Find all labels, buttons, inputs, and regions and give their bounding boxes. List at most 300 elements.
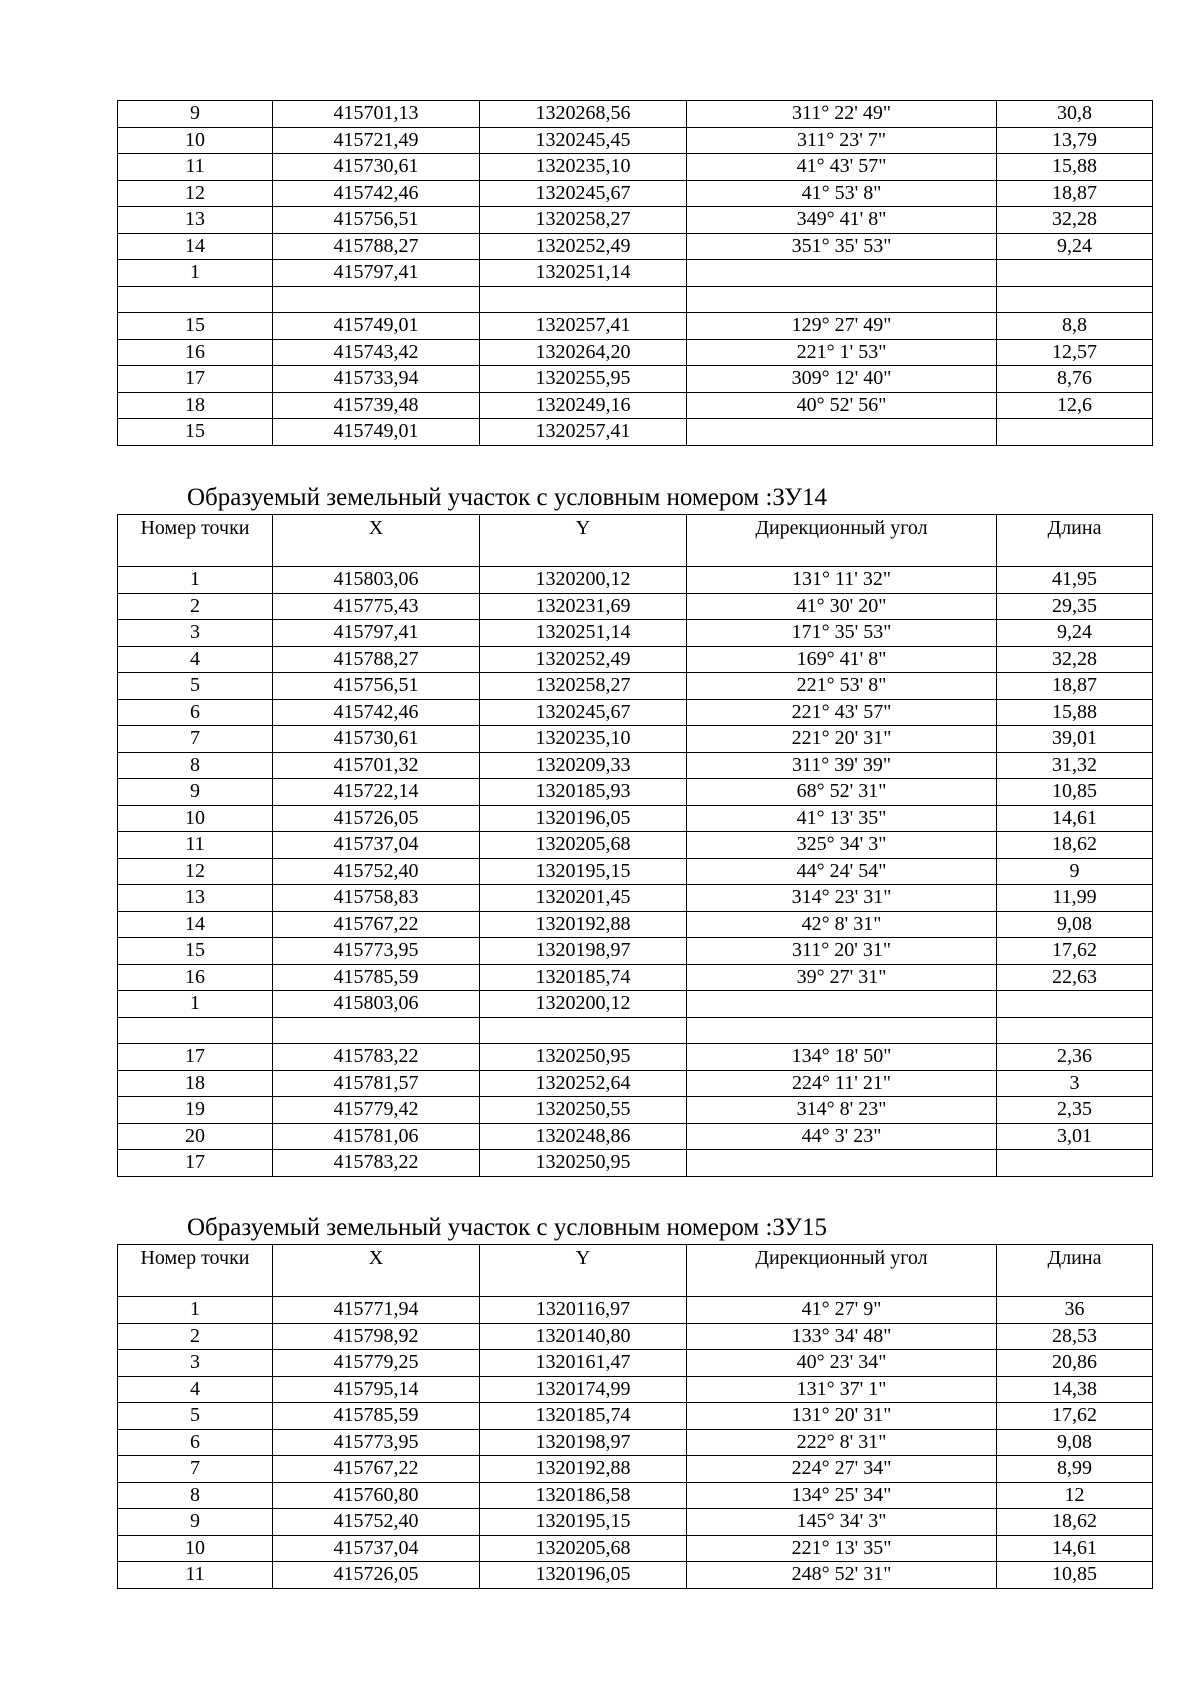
cell-y: 1320231,69 <box>480 593 687 620</box>
cell-direction-angle: 224° 11' 21" <box>687 1070 997 1097</box>
cell-length: 9,08 <box>997 911 1153 938</box>
table-row <box>118 1097 1153 1124</box>
table-row <box>118 207 1153 234</box>
cell-x: 415730,61 <box>273 726 480 753</box>
cell-direction-angle <box>687 1017 997 1044</box>
cell-direction-angle <box>687 1150 997 1177</box>
cell-x: 415749,01 <box>273 419 480 446</box>
table-row <box>118 832 1153 859</box>
cell-y: 1320245,45 <box>480 127 687 154</box>
cell-point-number: 7 <box>118 726 273 753</box>
header-direction-angle: Дирекционный угол <box>687 1245 997 1297</box>
cell-point-number: 15 <box>118 938 273 965</box>
cell-x: 415788,27 <box>273 233 480 260</box>
table-row <box>118 1150 1153 1177</box>
cell-y: 1320250,95 <box>480 1044 687 1071</box>
cell-length: 18,62 <box>997 832 1153 859</box>
cell-direction-angle: 42° 8' 31" <box>687 911 997 938</box>
cell-length: 10,85 <box>997 779 1153 806</box>
cell-length <box>997 260 1153 287</box>
cell-point-number: 9 <box>118 1509 273 1536</box>
table-row <box>118 1456 1153 1483</box>
cell-direction-angle: 44° 24' 54" <box>687 858 997 885</box>
cell-y: 1320252,49 <box>480 646 687 673</box>
cell-point-number: 14 <box>118 233 273 260</box>
cell-x: 415722,14 <box>273 779 480 806</box>
coordinates-table-continuation <box>117 100 1153 446</box>
cell-length: 29,35 <box>997 593 1153 620</box>
cell-point-number: 9 <box>118 101 273 128</box>
cell-point-number: 17 <box>118 366 273 393</box>
table-row <box>118 938 1153 965</box>
table-row <box>118 1376 1153 1403</box>
cell-length: 10,85 <box>997 1562 1153 1589</box>
cell-x: 415737,04 <box>273 832 480 859</box>
cell-y: 1320252,49 <box>480 233 687 260</box>
cell-point-number: 10 <box>118 127 273 154</box>
cell-direction-angle: 41° 43' 57" <box>687 154 997 181</box>
cell-direction-angle: 248° 52' 31" <box>687 1562 997 1589</box>
cell-length: 32,28 <box>997 207 1153 234</box>
cell-x: 415742,46 <box>273 699 480 726</box>
cell-x: 415701,32 <box>273 752 480 779</box>
cell-direction-angle: 221° 1' 53" <box>687 339 997 366</box>
cell-direction-angle: 171° 35' 53" <box>687 620 997 647</box>
cell-x <box>273 1017 480 1044</box>
cell-point-number: 19 <box>118 1097 273 1124</box>
header-y: Y <box>480 515 687 567</box>
cell-direction-angle: 145° 34' 3" <box>687 1509 997 1536</box>
cell-y: 1320257,41 <box>480 313 687 340</box>
cell-y: 1320255,95 <box>480 366 687 393</box>
cell-x: 415739,48 <box>273 392 480 419</box>
cell-length: 18,87 <box>997 673 1153 700</box>
table-row <box>118 752 1153 779</box>
cell-length: 14,61 <box>997 1535 1153 1562</box>
cell-x: 415733,94 <box>273 366 480 393</box>
cell-y: 1320248,86 <box>480 1123 687 1150</box>
cell-length: 14,61 <box>997 805 1153 832</box>
cell-y: 1320245,67 <box>480 699 687 726</box>
table-row <box>118 805 1153 832</box>
cell-length: 22,63 <box>997 964 1153 991</box>
cell-direction-angle: 40° 23' 34" <box>687 1350 997 1377</box>
cell-point-number: 6 <box>118 699 273 726</box>
cell-y: 1320205,68 <box>480 832 687 859</box>
cell-x: 415726,05 <box>273 1562 480 1589</box>
cell-length: 39,01 <box>997 726 1153 753</box>
cell-direction-angle: 41° 13' 35" <box>687 805 997 832</box>
cell-direction-angle <box>687 286 997 313</box>
table-row <box>118 858 1153 885</box>
cell-point-number: 4 <box>118 646 273 673</box>
table-row <box>118 911 1153 938</box>
section-title-zu14: Образуемый земельный участок с условным номером :ЗУ14 <box>187 484 827 511</box>
cell-direction-angle: 314° 23' 31" <box>687 885 997 912</box>
cell-point-number: 5 <box>118 1403 273 1430</box>
cell-length: 31,32 <box>997 752 1153 779</box>
cell-direction-angle: 221° 53' 8" <box>687 673 997 700</box>
cell-y: 1320198,97 <box>480 938 687 965</box>
cell-direction-angle: 41° 30' 20" <box>687 593 997 620</box>
cell-point-number: 4 <box>118 1376 273 1403</box>
cell-length: 2,35 <box>997 1097 1153 1124</box>
cell-direction-angle: 129° 27' 49" <box>687 313 997 340</box>
cell-y: 1320185,93 <box>480 779 687 806</box>
cell-y: 1320258,27 <box>480 207 687 234</box>
table-row <box>118 392 1153 419</box>
table-row <box>118 1429 1153 1456</box>
table-row <box>118 646 1153 673</box>
table-row <box>118 1297 1153 1324</box>
cell-point-number: 9 <box>118 779 273 806</box>
table-row <box>118 991 1153 1018</box>
table-row <box>118 1070 1153 1097</box>
cell-point-number: 6 <box>118 1429 273 1456</box>
cell-point-number: 15 <box>118 313 273 340</box>
cell-y: 1320185,74 <box>480 964 687 991</box>
header-length: Длина <box>997 515 1153 567</box>
cell-point-number: 17 <box>118 1150 273 1177</box>
table-row <box>118 1323 1153 1350</box>
cell-length: 41,95 <box>997 567 1153 594</box>
cell-length: 14,38 <box>997 1376 1153 1403</box>
cell-direction-angle: 311° 20' 31" <box>687 938 997 965</box>
cell-direction-angle: 221° 43' 57" <box>687 699 997 726</box>
cell-length <box>997 419 1153 446</box>
cell-x: 415749,01 <box>273 313 480 340</box>
cell-length: 3 <box>997 1070 1153 1097</box>
cell-point-number: 14 <box>118 911 273 938</box>
cell-length: 9,24 <box>997 233 1153 260</box>
table-zu14 <box>117 514 1152 1177</box>
cell-direction-angle: 41° 27' 9" <box>687 1297 997 1324</box>
cell-point-number: 8 <box>118 1482 273 1509</box>
cell-length: 9 <box>997 858 1153 885</box>
cell-x: 415767,22 <box>273 911 480 938</box>
cell-y: 1320140,80 <box>480 1323 687 1350</box>
cell-direction-angle <box>687 419 997 446</box>
cell-y: 1320116,97 <box>480 1297 687 1324</box>
cell-x: 415756,51 <box>273 207 480 234</box>
cell-y: 1320235,10 <box>480 154 687 181</box>
header-x: X <box>273 515 480 567</box>
cell-length: 12,6 <box>997 392 1153 419</box>
cell-point-number: 16 <box>118 964 273 991</box>
cell-point-number: 5 <box>118 673 273 700</box>
table-row <box>118 567 1153 594</box>
cell-x: 415783,22 <box>273 1150 480 1177</box>
table-zu15 <box>117 1244 1152 1589</box>
table-row <box>118 127 1153 154</box>
cell-x: 415767,22 <box>273 1456 480 1483</box>
cell-y: 1320209,33 <box>480 752 687 779</box>
cell-point-number: 16 <box>118 339 273 366</box>
cell-point-number: 3 <box>118 1350 273 1377</box>
cell-length: 18,87 <box>997 180 1153 207</box>
coordinates-table-zu15 <box>117 1244 1153 1589</box>
cell-point-number: 12 <box>118 858 273 885</box>
cell-point-number: 7 <box>118 1456 273 1483</box>
cell-point-number: 1 <box>118 1297 273 1324</box>
cell-direction-angle: 311° 22' 49" <box>687 101 997 128</box>
cell-y: 1320161,47 <box>480 1350 687 1377</box>
cell-y <box>480 286 687 313</box>
table-row <box>118 964 1153 991</box>
cell-x: 415721,49 <box>273 127 480 154</box>
cell-length: 8,99 <box>997 1456 1153 1483</box>
cell-y: 1320249,16 <box>480 392 687 419</box>
cell-y: 1320205,68 <box>480 1535 687 1562</box>
cell-direction-angle: 351° 35' 53" <box>687 233 997 260</box>
cell-x: 415771,94 <box>273 1297 480 1324</box>
cell-point-number: 1 <box>118 260 273 287</box>
cell-length: 15,88 <box>997 699 1153 726</box>
cell-point-number: 15 <box>118 419 273 446</box>
table-header-row <box>118 515 1153 567</box>
cell-length: 12 <box>997 1482 1153 1509</box>
cell-direction-angle <box>687 991 997 1018</box>
table-row <box>118 180 1153 207</box>
cell-y <box>480 1017 687 1044</box>
cell-y: 1320195,15 <box>480 858 687 885</box>
table-header-row <box>118 1245 1153 1297</box>
cell-x: 415730,61 <box>273 154 480 181</box>
header-point-number: Номер точки <box>118 515 273 567</box>
cell-direction-angle <box>687 260 997 287</box>
cell-y: 1320251,14 <box>480 260 687 287</box>
cell-point-number: 18 <box>118 392 273 419</box>
cell-x: 415795,14 <box>273 1376 480 1403</box>
cell-x: 415742,46 <box>273 180 480 207</box>
table-row <box>118 1403 1153 1430</box>
cell-point-number <box>118 1017 273 1044</box>
table-row <box>118 779 1153 806</box>
cell-y: 1320235,10 <box>480 726 687 753</box>
cell-direction-angle: 131° 37' 1" <box>687 1376 997 1403</box>
cell-x: 415752,40 <box>273 1509 480 1536</box>
cell-point-number: 2 <box>118 593 273 620</box>
cell-length: 20,86 <box>997 1350 1153 1377</box>
cell-direction-angle: 134° 18' 50" <box>687 1044 997 1071</box>
table-row <box>118 593 1153 620</box>
cell-point-number: 11 <box>118 1562 273 1589</box>
cell-length: 15,88 <box>997 154 1153 181</box>
table-row <box>118 154 1153 181</box>
cell-direction-angle: 314° 8' 23" <box>687 1097 997 1124</box>
cell-direction-angle: 325° 34' 3" <box>687 832 997 859</box>
cell-length <box>997 991 1153 1018</box>
table-row <box>118 101 1153 128</box>
cell-point-number: 17 <box>118 1044 273 1071</box>
cell-length: 17,62 <box>997 938 1153 965</box>
cell-direction-angle: 44° 3' 23" <box>687 1123 997 1150</box>
section-title-zu15: Образуемый земельный участок с условным номером :ЗУ15 <box>187 1214 827 1241</box>
cell-x: 415797,41 <box>273 260 480 287</box>
cell-length: 2,36 <box>997 1044 1153 1071</box>
cell-length <box>997 1017 1153 1044</box>
cell-x: 415803,06 <box>273 567 480 594</box>
table-row <box>118 1044 1153 1071</box>
cell-x: 415781,06 <box>273 1123 480 1150</box>
cell-x: 415803,06 <box>273 991 480 1018</box>
cell-direction-angle: 309° 12' 40" <box>687 366 997 393</box>
header-direction-angle: Дирекционный угол <box>687 515 997 567</box>
cell-direction-angle: 68° 52' 31" <box>687 779 997 806</box>
cell-point-number: 1 <box>118 567 273 594</box>
cell-direction-angle: 169° 41' 8" <box>687 646 997 673</box>
cell-direction-angle: 133° 34' 48" <box>687 1323 997 1350</box>
cell-y: 1320264,20 <box>480 339 687 366</box>
cell-point-number: 2 <box>118 1323 273 1350</box>
cell-length: 11,99 <box>997 885 1153 912</box>
cell-point-number: 13 <box>118 207 273 234</box>
cell-length: 8,76 <box>997 366 1153 393</box>
cell-x: 415798,92 <box>273 1323 480 1350</box>
cell-point-number: 20 <box>118 1123 273 1150</box>
cell-x: 415783,22 <box>273 1044 480 1071</box>
table-row <box>118 313 1153 340</box>
cell-direction-angle: 311° 23' 7" <box>687 127 997 154</box>
cell-y: 1320250,55 <box>480 1097 687 1124</box>
table-row <box>118 1509 1153 1536</box>
table-row <box>118 699 1153 726</box>
header-point-number: Номер точки <box>118 1245 273 1297</box>
header-y: Y <box>480 1245 687 1297</box>
cell-y: 1320196,05 <box>480 1562 687 1589</box>
cell-x: 415785,59 <box>273 964 480 991</box>
header-x: X <box>273 1245 480 1297</box>
table-row <box>118 1482 1153 1509</box>
cell-x: 415785,59 <box>273 1403 480 1430</box>
cell-length: 8,8 <box>997 313 1153 340</box>
cell-direction-angle: 134° 25' 34" <box>687 1482 997 1509</box>
table-row <box>118 726 1153 753</box>
cell-length: 28,53 <box>997 1323 1153 1350</box>
cell-direction-angle: 221° 13' 35" <box>687 1535 997 1562</box>
cell-y: 1320257,41 <box>480 419 687 446</box>
cell-direction-angle: 224° 27' 34" <box>687 1456 997 1483</box>
cell-y: 1320200,12 <box>480 567 687 594</box>
cell-length: 12,57 <box>997 339 1153 366</box>
cell-point-number: 10 <box>118 805 273 832</box>
table-row <box>118 233 1153 260</box>
cell-length: 17,62 <box>997 1403 1153 1430</box>
cell-point-number: 13 <box>118 885 273 912</box>
cell-x: 415758,83 <box>273 885 480 912</box>
table-row <box>118 286 1153 313</box>
cell-length: 9,08 <box>997 1429 1153 1456</box>
table-continuation <box>117 100 1152 446</box>
cell-x: 415773,95 <box>273 938 480 965</box>
cell-direction-angle: 41° 53' 8" <box>687 180 997 207</box>
cell-direction-angle: 349° 41' 8" <box>687 207 997 234</box>
cell-length: 36 <box>997 1297 1153 1324</box>
table-row <box>118 260 1153 287</box>
cell-length: 9,24 <box>997 620 1153 647</box>
cell-x <box>273 286 480 313</box>
cell-y: 1320252,64 <box>480 1070 687 1097</box>
cell-y: 1320195,15 <box>480 1509 687 1536</box>
cell-point-number: 11 <box>118 154 273 181</box>
table-row <box>118 366 1153 393</box>
cell-length: 3,01 <box>997 1123 1153 1150</box>
cell-y: 1320186,58 <box>480 1482 687 1509</box>
table-row <box>118 1123 1153 1150</box>
cell-x: 415760,80 <box>273 1482 480 1509</box>
table-row <box>118 885 1153 912</box>
cell-x: 415773,95 <box>273 1429 480 1456</box>
cell-y: 1320174,99 <box>480 1376 687 1403</box>
cell-length <box>997 286 1153 313</box>
cell-point-number: 1 <box>118 991 273 1018</box>
cell-point-number: 18 <box>118 1070 273 1097</box>
cell-x: 415756,51 <box>273 673 480 700</box>
cell-y: 1320196,05 <box>480 805 687 832</box>
cell-x: 415779,42 <box>273 1097 480 1124</box>
table-row <box>118 419 1153 446</box>
cell-direction-angle: 131° 11' 32" <box>687 567 997 594</box>
cell-length: 30,8 <box>997 101 1153 128</box>
cell-x: 415743,42 <box>273 339 480 366</box>
cell-x: 415737,04 <box>273 1535 480 1562</box>
coordinates-table-zu14 <box>117 514 1153 1177</box>
cell-point-number: 11 <box>118 832 273 859</box>
cell-point-number: 8 <box>118 752 273 779</box>
cell-y: 1320192,88 <box>480 911 687 938</box>
cell-y: 1320201,45 <box>480 885 687 912</box>
cell-x: 415797,41 <box>273 620 480 647</box>
cell-y: 1320251,14 <box>480 620 687 647</box>
cell-y: 1320185,74 <box>480 1403 687 1430</box>
cell-y: 1320245,67 <box>480 180 687 207</box>
cell-point-number: 3 <box>118 620 273 647</box>
cell-x: 415779,25 <box>273 1350 480 1377</box>
cell-length: 32,28 <box>997 646 1153 673</box>
cell-direction-angle: 222° 8' 31" <box>687 1429 997 1456</box>
cell-point-number: 12 <box>118 180 273 207</box>
cell-direction-angle: 311° 39' 39" <box>687 752 997 779</box>
table-row <box>118 1017 1153 1044</box>
table-row <box>118 1562 1153 1589</box>
cell-direction-angle: 40° 52' 56" <box>687 392 997 419</box>
cell-direction-angle: 131° 20' 31" <box>687 1403 997 1430</box>
cell-point-number <box>118 286 273 313</box>
cell-y: 1320192,88 <box>480 1456 687 1483</box>
table-row <box>118 620 1153 647</box>
cell-length <box>997 1150 1153 1177</box>
table-row <box>118 339 1153 366</box>
cell-length: 18,62 <box>997 1509 1153 1536</box>
cell-x: 415752,40 <box>273 858 480 885</box>
cell-y: 1320258,27 <box>480 673 687 700</box>
table-row <box>118 1535 1153 1562</box>
cell-direction-angle: 221° 20' 31" <box>687 726 997 753</box>
cell-y: 1320250,95 <box>480 1150 687 1177</box>
cell-x: 415775,43 <box>273 593 480 620</box>
table-row <box>118 1350 1153 1377</box>
cell-y: 1320200,12 <box>480 991 687 1018</box>
cell-x: 415781,57 <box>273 1070 480 1097</box>
cell-point-number: 10 <box>118 1535 273 1562</box>
cell-length: 13,79 <box>997 127 1153 154</box>
cell-x: 415726,05 <box>273 805 480 832</box>
cell-direction-angle: 39° 27' 31" <box>687 964 997 991</box>
table-row <box>118 673 1153 700</box>
cell-y: 1320198,97 <box>480 1429 687 1456</box>
cell-y: 1320268,56 <box>480 101 687 128</box>
cell-x: 415788,27 <box>273 646 480 673</box>
